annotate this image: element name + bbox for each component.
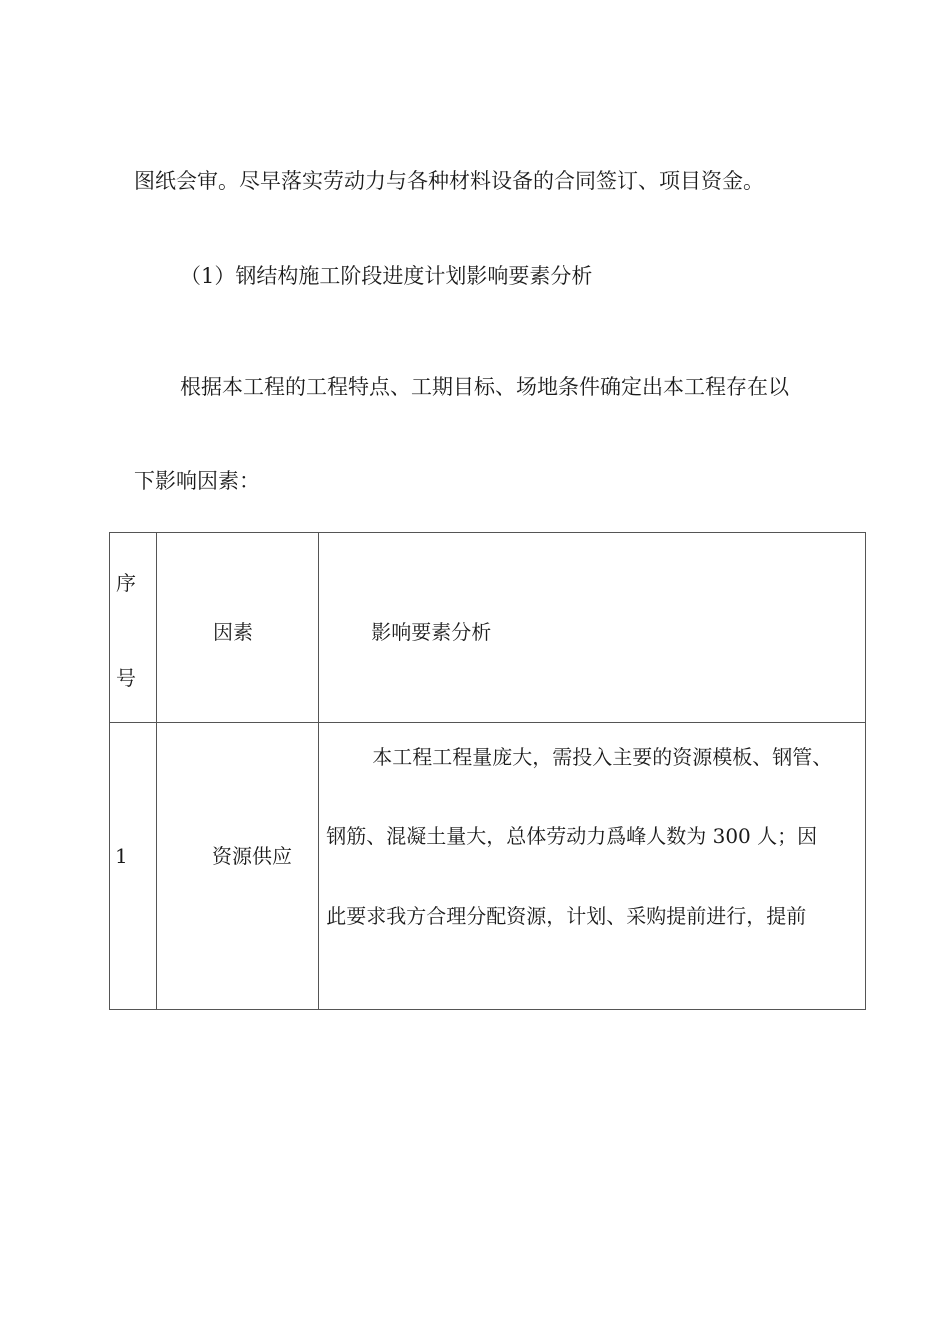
header-index-line2: 号 bbox=[116, 666, 136, 690]
body-paragraph: 图纸会审。尽早落实劳动力与各种材料设备的合同签订、项目资金。 bbox=[134, 169, 764, 193]
header-analysis-label: 影响要素分析 bbox=[371, 620, 492, 644]
body-paragraph: 下影响因素： bbox=[134, 469, 260, 493]
analysis-line: 钢筋、混凝土量大，总体劳动力爲峰人数为 300 人；因 bbox=[326, 824, 818, 848]
factor-analysis-table bbox=[109, 532, 866, 1010]
analysis-line: 此要求我方合理分配资源，计划、采购提前进行，提前 bbox=[326, 904, 807, 928]
section-heading: （1）钢结构施工阶段进度计划影响要素分析 bbox=[180, 264, 593, 288]
header-index-line1: 序 bbox=[116, 571, 136, 595]
table-row bbox=[110, 723, 866, 1010]
body-paragraph: 根据本工程的工程特点、工期目标、场地条件确定出本工程存在以 bbox=[180, 375, 789, 399]
row-factor-cell bbox=[157, 723, 319, 1010]
row-index-cell bbox=[110, 723, 157, 1010]
header-cell-analysis bbox=[319, 533, 866, 723]
header-cell-index bbox=[110, 533, 157, 723]
row-analysis-cell bbox=[319, 723, 866, 1010]
analysis-line: 本工程工程量庞大，需投入主要的资源模板、钢管、 bbox=[372, 745, 833, 769]
row-factor: 资源供应 bbox=[212, 844, 293, 868]
header-cell-factor bbox=[157, 533, 319, 723]
row-analysis bbox=[326, 745, 858, 928]
header-factor-label: 因素 bbox=[213, 620, 254, 644]
table-header-row bbox=[110, 533, 866, 723]
row-index: 1 bbox=[115, 844, 128, 868]
